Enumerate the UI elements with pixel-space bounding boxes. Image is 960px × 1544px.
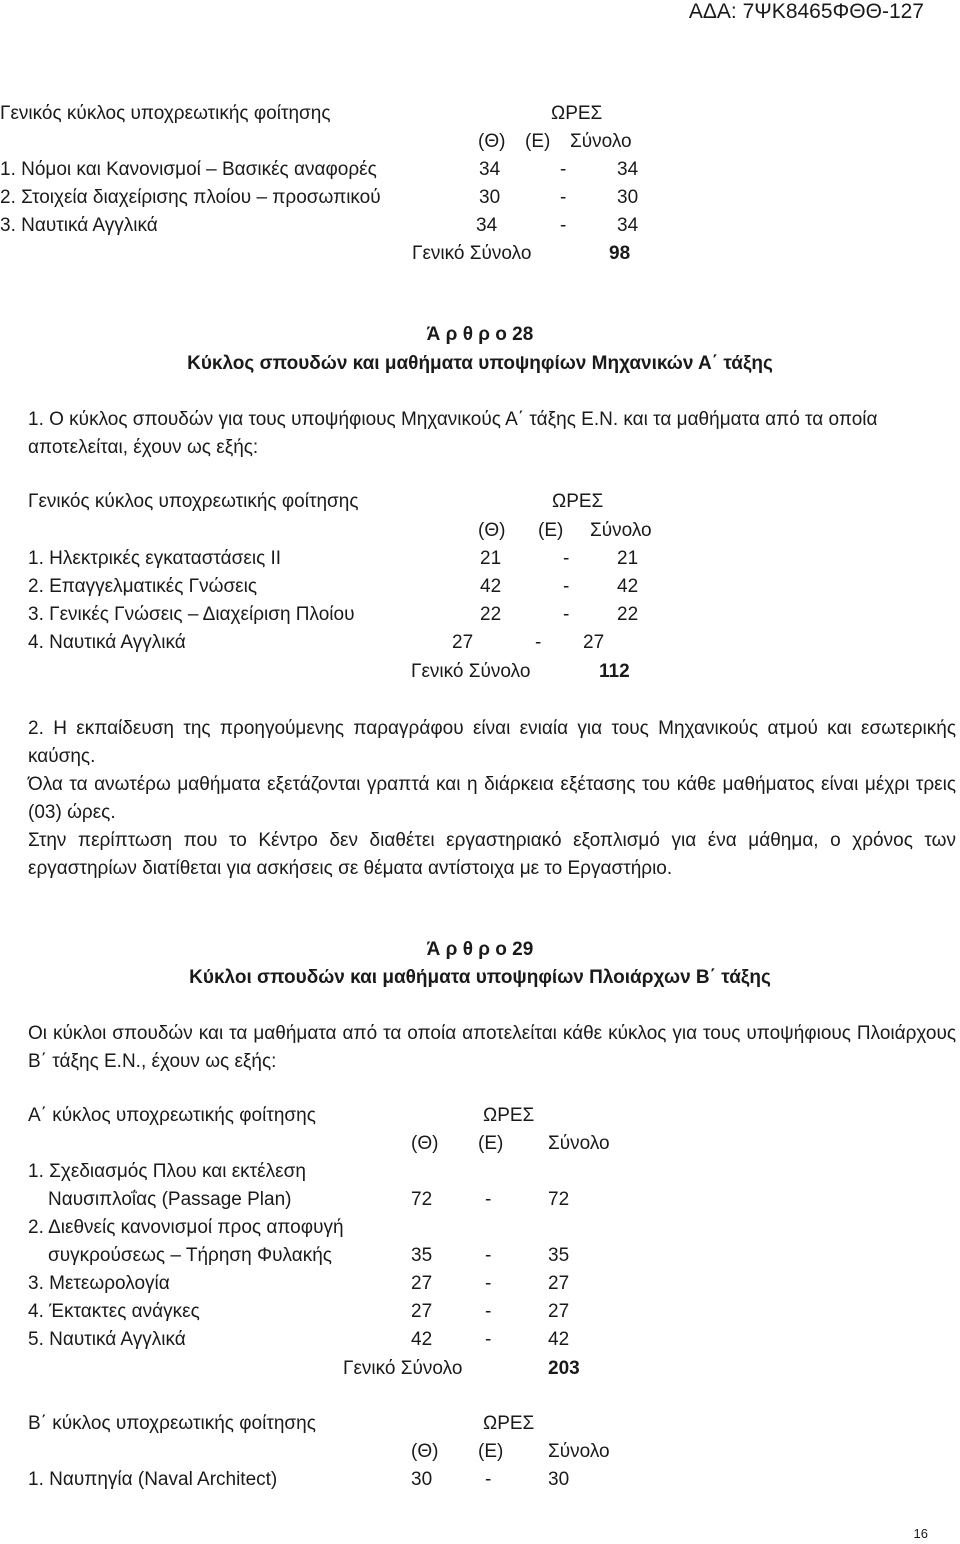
article28-paragraph-4: Στην περίπτωση που το Κέντρο δεν διαθέτει εργαστηριακό εξοπλισμό για ένα μάθημα, ο χρόνος των εργαστηρίων διατίθεται για ασκήσεις σε θέματα αντίστοιχα με το Εργαστήριο. [28, 830, 956, 879]
cycleA-row4-total: 27 [548, 1301, 570, 1322]
cycleA-row5-lab: - [485, 1329, 492, 1350]
table2-grand-total-value: 112 [599, 661, 630, 682]
table1-row-theory: 30 [479, 187, 501, 208]
table1-total-header: Σύνολο [570, 131, 632, 152]
cycleA-row1-total: 72 [548, 1189, 570, 1210]
cycleA-row4-lab: - [485, 1301, 492, 1322]
table2-row-lab: - [563, 576, 570, 597]
table1-lab-header: (Ε) [525, 131, 551, 152]
table2-row-lab: - [563, 548, 570, 569]
table1-row-theory: 34 [479, 159, 501, 180]
article29-subtitle: Κύκλοι σπουδών και μαθήματα υποψηφίων Πλοιάρχων Β΄ τάξης [189, 967, 771, 988]
cycleA-grand-total-label: Γενικό Σύνολο [343, 1358, 463, 1379]
table1-row-theory: 34 [476, 215, 498, 236]
cycleA-row2-lab: - [485, 1245, 492, 1266]
table1-row-total: 34 [617, 215, 639, 236]
table2-row-total: 42 [617, 576, 639, 597]
table2-row-label: 3. Γενικές Γνώσεις – Διαχείριση Πλοίου [28, 604, 355, 625]
cycleB-row1-lab: - [485, 1469, 492, 1490]
article28-subtitle: Κύκλος σπουδών και μαθήματα υποψηφίων Μηχανικών Α΄ τάξης [187, 353, 773, 374]
table2-row-lab: - [563, 604, 570, 625]
table1-row-label: 3. Ναυτικά Αγγλικά [0, 215, 158, 236]
cycleA-hours-header: ΩΡΕΣ [483, 1105, 535, 1126]
table2-row-theory: 42 [480, 576, 502, 597]
cycleA-heading: Α΄ κύκλος υποχρεωτικής φοίτησης [28, 1105, 316, 1126]
cycleA-row5-total: 42 [548, 1329, 570, 1350]
cycleB-heading: Β΄ κύκλος υποχρεωτικής φοίτησης [28, 1413, 316, 1434]
table1-row-total: 34 [617, 159, 639, 180]
table2-theory-header: (Θ) [478, 520, 506, 541]
table2-row-label: 1. Ηλεκτρικές εγκαταστάσεις ΙΙ [28, 548, 282, 569]
cycleA-row3-total: 27 [548, 1273, 570, 1294]
ada-code: ΑΔΑ: 7ΨΚ8465ΦΘΘ-127 [688, 0, 924, 23]
page-number: 16 [913, 1526, 928, 1541]
cycleB-row1-theory: 30 [411, 1469, 433, 1490]
table1-hours-header: ΩΡΕΣ [551, 103, 603, 124]
cycleA-row3-label: 3. Μετεωρολογία [28, 1273, 170, 1294]
table1-grand-total-value: 98 [609, 243, 631, 264]
table2-row-total: 27 [583, 632, 605, 653]
table2-hours-header: ΩΡΕΣ [552, 491, 604, 512]
article28-title: Ά ρ θ ρ ο 28 [426, 324, 534, 345]
article29-title: Ά ρ θ ρ ο 29 [426, 939, 534, 960]
cycleA-theory-header: (Θ) [411, 1133, 439, 1154]
cycleA-row2-line2: συγκρούσεως – Τήρηση Φυλακής [48, 1245, 332, 1266]
table1-row-total: 30 [617, 187, 639, 208]
table2-total-header: Σύνολο [590, 520, 652, 541]
table2-row-total: 22 [617, 604, 639, 625]
cycleB-lab-header: (Ε) [478, 1441, 504, 1462]
table1-heading: Γενικός κύκλος υποχρεωτικής φοίτησης [0, 103, 331, 124]
table1-row-lab: - [560, 215, 567, 236]
cycleB-theory-header: (Θ) [411, 1441, 439, 1462]
cycleA-row5-label: 5. Ναυτικά Αγγλικά [28, 1329, 186, 1350]
cycleB-row1-total: 30 [548, 1469, 570, 1490]
cycleB-total-header: Σύνολο [548, 1441, 610, 1462]
article28-intro: 1. Ο κύκλος σπουδών για τους υποψήφιους Μηχανικούς Α΄ τάξης Ε.Ν. και τα μαθήματα από τα οποία αποτελείται, έχουν ως εξής: [28, 409, 878, 458]
table2-row-label: 4. Ναυτικά Αγγλικά [28, 632, 186, 653]
cycleB-row1-label: 1. Ναυπηγία (Naval Architect) [28, 1469, 278, 1490]
cycleA-row2-line1: 2. Διεθνείς κανονισμοί προς αποφυγή [28, 1217, 344, 1238]
table2-row-total: 21 [617, 548, 639, 569]
article28-paragraph-2: 2. Η εκπαίδευση της προηγούμενης παραγράφου είναι ενιαία για τους Μηχανικούς ατμού και εσωτερικής καύσης. [28, 718, 956, 767]
cycleB-hours-header: ΩΡΕΣ [483, 1413, 535, 1434]
cycleA-grand-total-value: 203 [548, 1358, 580, 1379]
cycleA-row1-theory: 72 [411, 1189, 433, 1210]
cycleA-row2-total: 35 [548, 1245, 570, 1266]
table1-theory-header: (Θ) [478, 131, 506, 152]
cycleA-row4-label: 4. Έκτακτες ανάγκες [28, 1301, 200, 1322]
table2-row-theory: 27 [452, 632, 474, 653]
table2-row-theory: 22 [480, 604, 502, 625]
table1-row-lab: - [560, 159, 567, 180]
cycleA-row5-theory: 42 [411, 1329, 433, 1350]
article29-intro: Οι κύκλοι σπουδών και τα μαθήματα από τα οποία αποτελείται κάθε κύκλος για τους υποψήφιους Πλοιάρχους Β΄ τάξης Ε.Ν., έχουν ως εξής: [28, 1023, 956, 1072]
table2-heading: Γενικός κύκλος υποχρεωτικής φοίτησης [28, 491, 359, 512]
table2-row-theory: 21 [480, 548, 502, 569]
cycleA-row2-theory: 35 [411, 1245, 433, 1266]
table2-grand-total-label: Γενικό Σύνολο [411, 661, 531, 682]
table1-grand-total-label: Γενικό Σύνολο [412, 243, 532, 264]
table2-row-lab: - [535, 632, 542, 653]
table2-row-label: 2. Επαγγελματικές Γνώσεις [28, 576, 258, 597]
table1-row-lab: - [560, 187, 567, 208]
cycleA-row4-theory: 27 [411, 1301, 433, 1322]
cycleA-total-header: Σύνολο [548, 1133, 610, 1154]
table2-lab-header: (Ε) [538, 520, 564, 541]
table1-row-label: 2. Στοιχεία διαχείρισης πλοίου – προσωπικού [0, 187, 381, 208]
article28-paragraph-3: Όλα τα ανωτέρω μαθήματα εξετάζονται γραπτά και η διάρκεια εξέτασης του κάθε μαθήματος είναι μέχρι τρεις (03) ώρες. [28, 774, 956, 823]
cycleA-row1-lab: - [485, 1189, 492, 1210]
cycleA-lab-header: (Ε) [478, 1133, 504, 1154]
table1-row-label: 1. Νόμοι και Κανονισμοί – Βασικές αναφορές [0, 159, 377, 180]
cycleA-row1-line1: 1. Σχεδιασμός Πλου και εκτέλεση [28, 1161, 306, 1182]
cycleA-row3-theory: 27 [411, 1273, 433, 1294]
cycleA-row1-line2: Ναυσιπλοΐας (Passage Plan) [48, 1189, 292, 1210]
cycleA-row3-lab: - [485, 1273, 492, 1294]
